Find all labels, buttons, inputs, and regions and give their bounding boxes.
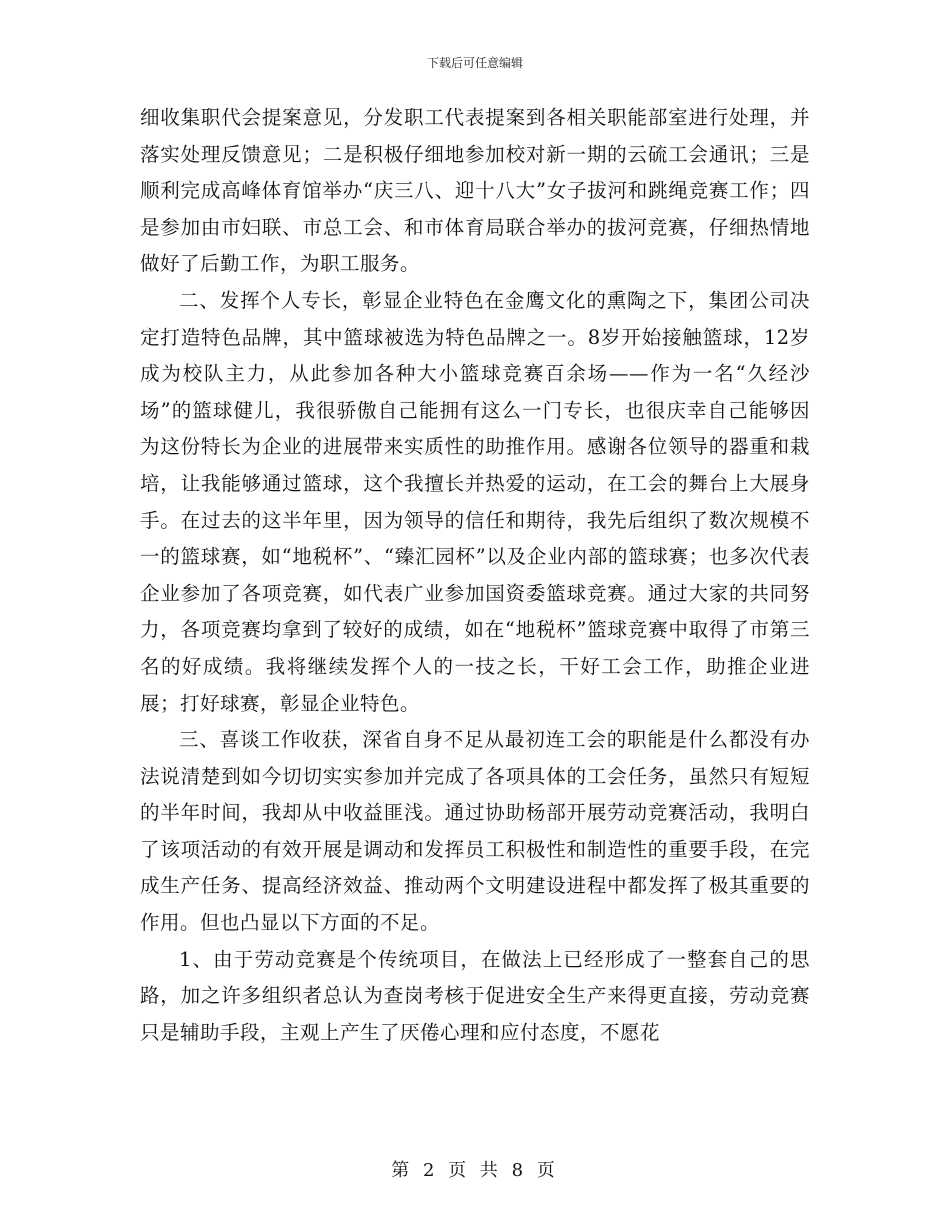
paragraph: 细收集职代会提案意见，分发职工代表提案到各相关职能部室进行处理，并落实处理反馈意见；二是积极仔细地参加校对新一期的云硫工会通讯；三是顺利完成高峰体育馆举办“庆三八、迎十八大”女子拔河和跳绳竞赛工作；四是参加由市妇联、市总工会、和市体育局联合举办的拔河竞赛，仔细热情地做好了后勤工作，为职工服务。	[140, 106, 810, 276]
paragraph: 1、由于劳动竞赛是个传统项目，在做法上已经形成了一整套自己的思路，加之许多组织者总认为查岗考核于促进安全生产来得更直接，劳动竞赛只是辅助手段，主观上产生了厌倦心理和应付态度，不愿花	[140, 947, 810, 1044]
page-footer: 第 2 页 共 8 页	[391, 1160, 559, 1181]
paragraph: 三、喜谈工作收获，深省自身不足从最初连工会的职能是什么都没有办法说清楚到如今切切实实参加并完成了各项具体的工会任务，虽然只有短短的半年时间，我却从中收益匪浅。通过协助杨部开展劳动竞赛活动，我明白了该项活动的有效开展是调动和发挥员工积极性和制造性的重要手段，在完成生产任务、提高经济效益、推动两个文明建设进程中都发挥了极其重要的作用。但也凸显以下方面的不足。	[140, 728, 810, 935]
document-body	[140, 100, 810, 1051]
paragraph: 二、发挥个人专长，彰显企业特色在金鹰文化的熏陶之下，集团公司决定打造特色品牌，其中篮球被选为特色品牌之一。8岁开始接触篮球，12岁成为校队主力，从此参加各种大小篮球竞赛百余场——作为一名“久经沙场”的篮球健儿，我很骄傲自己能拥有这么一门专长，也很庆幸自己能够因为这份特长为企业的进展带来实质性的助推作用。感谢各位领导的器重和栽培，让我能够通过篮球，这个我擅长并热爱的运动，在工会的舞台上大展身手。在过去的这半年里，因为领导的信任和期待，我先后组织了数次规模不一的篮球赛，如“地税杯”、“臻汇园杯”以及企业内部的篮球赛；也多次代表企业参加了各项竞赛，如代表广业参加国资委篮球竞赛。通过大家的共同努力，各项竞赛均拿到了较好的成绩，如在“地税杯”篮球竞赛中取得了市第三名的好成绩。我将继续发挥个人的一技之长，干好工会工作，助推企业进展；打好球赛，彰显企业特色。	[140, 288, 810, 715]
page-header: 下载后可任意编辑	[426, 56, 523, 70]
